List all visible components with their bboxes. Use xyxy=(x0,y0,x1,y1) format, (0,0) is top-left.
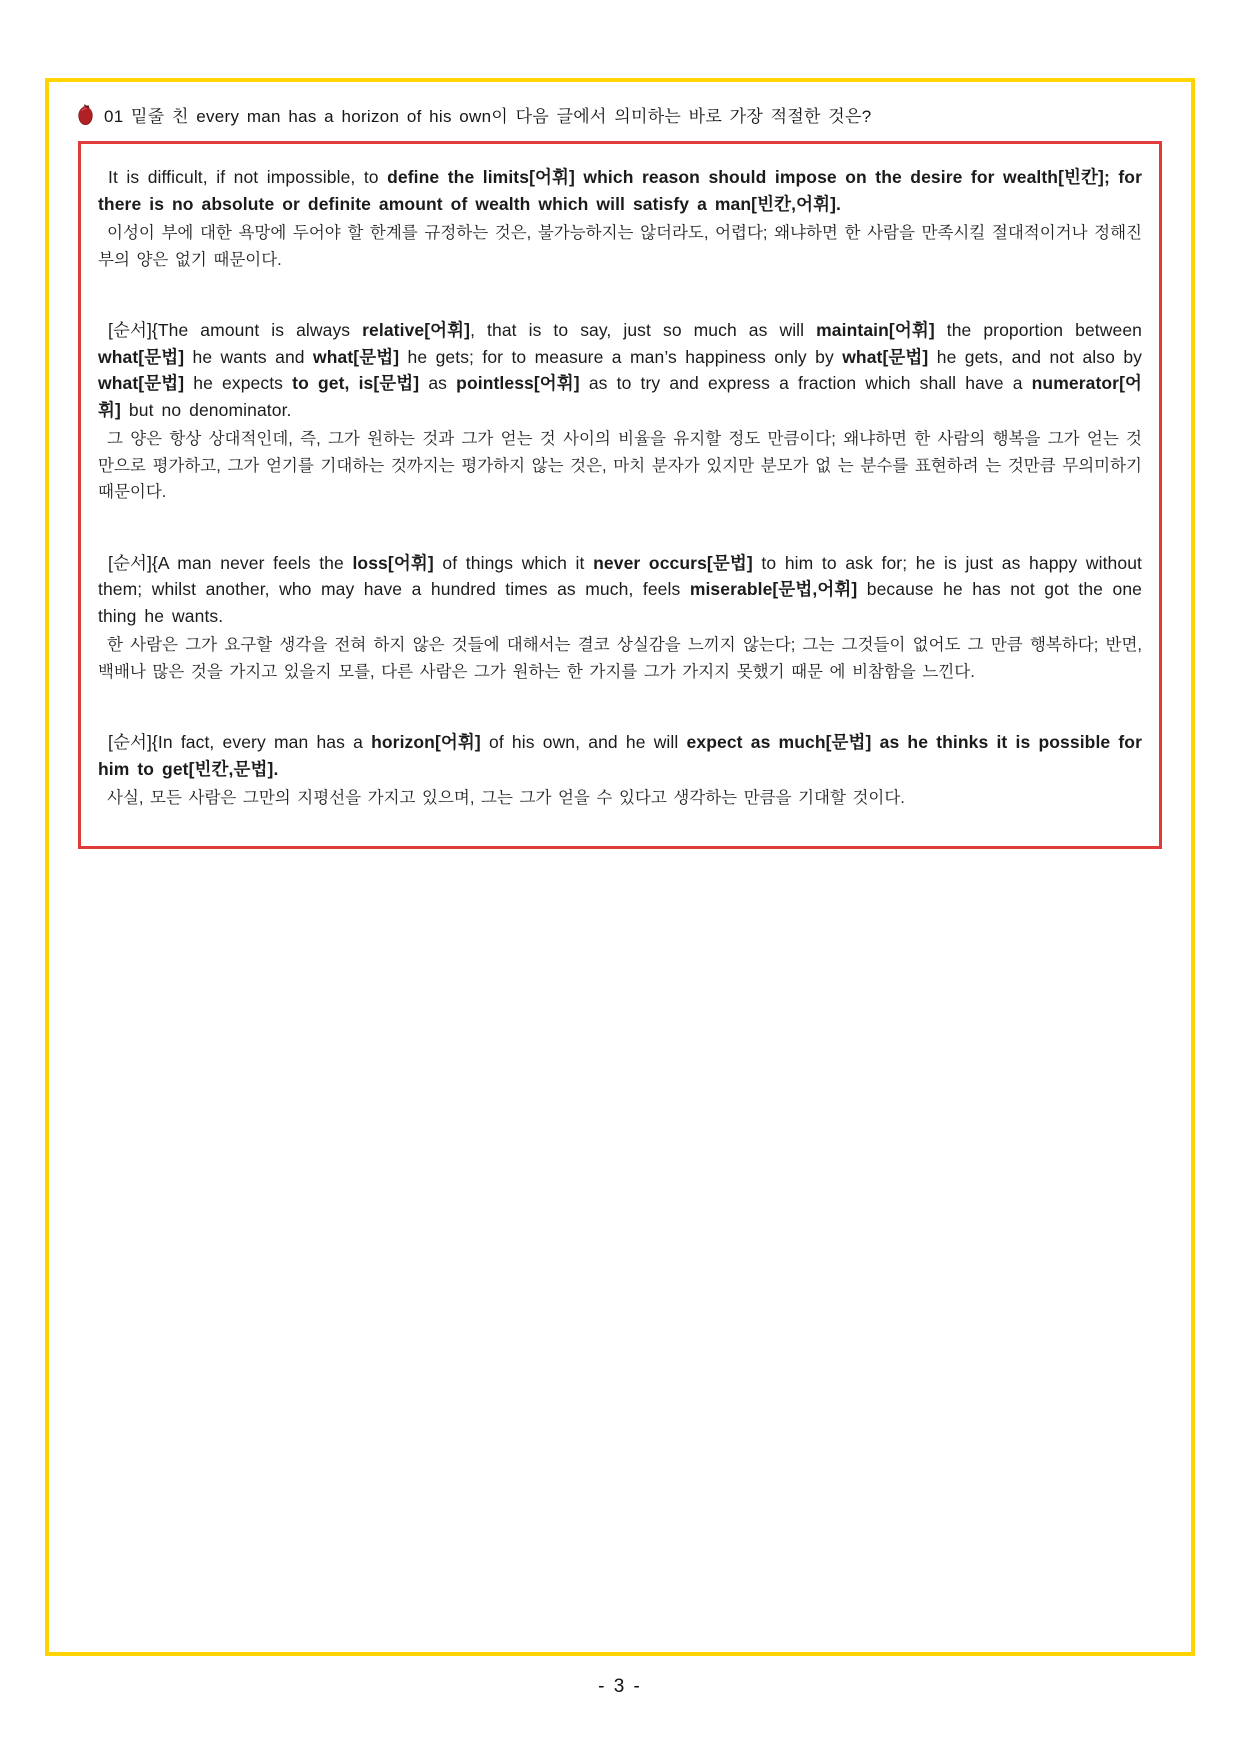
text-segment: as xyxy=(419,373,457,393)
text-segment: as to try and express a fraction which shall have a xyxy=(579,373,1032,393)
text-segment: 한 사람은 그가 요구할 생각을 전혀 하지 않은 것들에 대해서는 결코 상실감을 느끼지 않는다; 그는 그것들이 없어도 그 만큼 행복하다; 반면, 백배나 많은 것을 가지고 있을지 모를, 다른 사람은 그가 원하는 한 가지를 그가 가지지 못했기 때문 에 비참함을 느낀다. xyxy=(98,636,1142,681)
text-segment: but no denominator. xyxy=(120,399,292,420)
page-border-frame xyxy=(45,78,1195,1656)
emphasized-text-segment: what[문법] xyxy=(98,346,185,367)
emphasized-text-segment: define the limits[어휘] which reason should impose on the desire for wealth[빈칸]; for there is no absolute or definite amount of wealth which will satisfy a man[빈칸,어휘]. xyxy=(98,167,1142,214)
passage-korean-translation xyxy=(98,785,1142,812)
text-segment: , that is to say, just so much as will xyxy=(470,320,817,340)
emphasized-text-segment: relative[어휘] xyxy=(362,320,471,340)
text-segment: the proportion between xyxy=(934,320,1142,340)
emphasized-text-segment: never occurs[문법] xyxy=(593,552,753,573)
emphasized-text-segment: to get, is[문법] xyxy=(292,373,420,393)
text-segment: 사실, 모든 사람은 그만의 지평선을 가지고 있으며, 그는 그가 얻을 수 있다고 생각하는 만큼을 기대할 것이다. xyxy=(107,789,905,807)
emphasized-text-segment: what[문법] xyxy=(313,346,400,367)
emphasized-text-segment: what[문법] xyxy=(98,373,185,393)
passage-english-paragraph xyxy=(98,164,1142,217)
passage-box xyxy=(78,141,1162,849)
emphasized-text-segment: expect as much[문법] as he thinks it is possible for him to get[빈칸,문법]. xyxy=(98,732,1143,779)
passage-english-paragraph xyxy=(98,729,1142,782)
passage-english-paragraph xyxy=(98,550,1142,630)
text-segment: [순서]{A man never feels the xyxy=(108,552,353,573)
text-segment: It is difficult, if not impossible, to xyxy=(108,167,388,187)
text-segment: he gets; for to measure a man’s happiness only by xyxy=(399,346,843,367)
text-segment: 그 양은 항상 상대적인데, 즉, 그가 원하는 것과 그가 얻는 것 사이의 비율을 유지할 정도 만큼이다; 왜냐하면 한 사람의 행복을 그가 얻는 것만으로 평가하고, 그가 얻기를 기대하는 것까지는 평가하지 않는 것은, 마치 분자가 있지만 분모가 없 는 분수를 표현하려 는 것만큼 무의미하기 때문이다. xyxy=(98,430,1142,501)
text-segment: of things which it xyxy=(433,552,594,573)
emphasized-text-segment: pointless[어휘] xyxy=(456,373,580,393)
strawberry-bullet-icon xyxy=(77,103,94,126)
passage-korean-translation xyxy=(98,632,1142,685)
text-segment: he gets, and not also by xyxy=(928,346,1142,367)
page-number: - 3 - xyxy=(598,1676,642,1697)
passage-korean-translation xyxy=(98,220,1142,273)
text-segment: he expects xyxy=(184,373,293,393)
text-segment: he wants and xyxy=(184,346,314,367)
text-segment: because he has not got the one thing he wants. xyxy=(98,579,1142,626)
emphasized-text-segment: what[문법] xyxy=(842,346,929,367)
question-text: 01 밑줄 친 every man has a horizon of his own이 다음 글에서 의미하는 바로 가장 적절한 것은? xyxy=(104,107,872,126)
text-segment: of his own, and he will xyxy=(480,732,687,752)
passage-korean-translation xyxy=(98,426,1142,506)
text-segment: [순서]{In fact, every man has a xyxy=(108,732,372,752)
text-segment: [순서]{The amount is always xyxy=(108,320,363,340)
emphasized-text-segment: numerator[어휘] xyxy=(98,373,1143,420)
passage-english-paragraph xyxy=(98,317,1142,423)
text-segment: to him to ask for; he is just as happy without them; whilst another, who may have a hundred times as much, feels xyxy=(98,552,1142,599)
text-segment: 이성이 부에 대한 욕망에 두어야 할 한계를 규정하는 것은, 불가능하지는 않더라도, 어렵다; 왜냐하면 한 사람을 만족시킬 절대적이거나 정해진 부의 양은 없기 때문이다. xyxy=(98,224,1142,269)
emphasized-text-segment: miserable[문법,어휘] xyxy=(689,579,858,599)
emphasized-text-segment: maintain[어휘] xyxy=(816,320,935,340)
emphasized-text-segment: loss[어휘] xyxy=(352,552,434,573)
emphasized-text-segment: horizon[어휘] xyxy=(371,732,481,752)
question-header xyxy=(77,102,1191,127)
